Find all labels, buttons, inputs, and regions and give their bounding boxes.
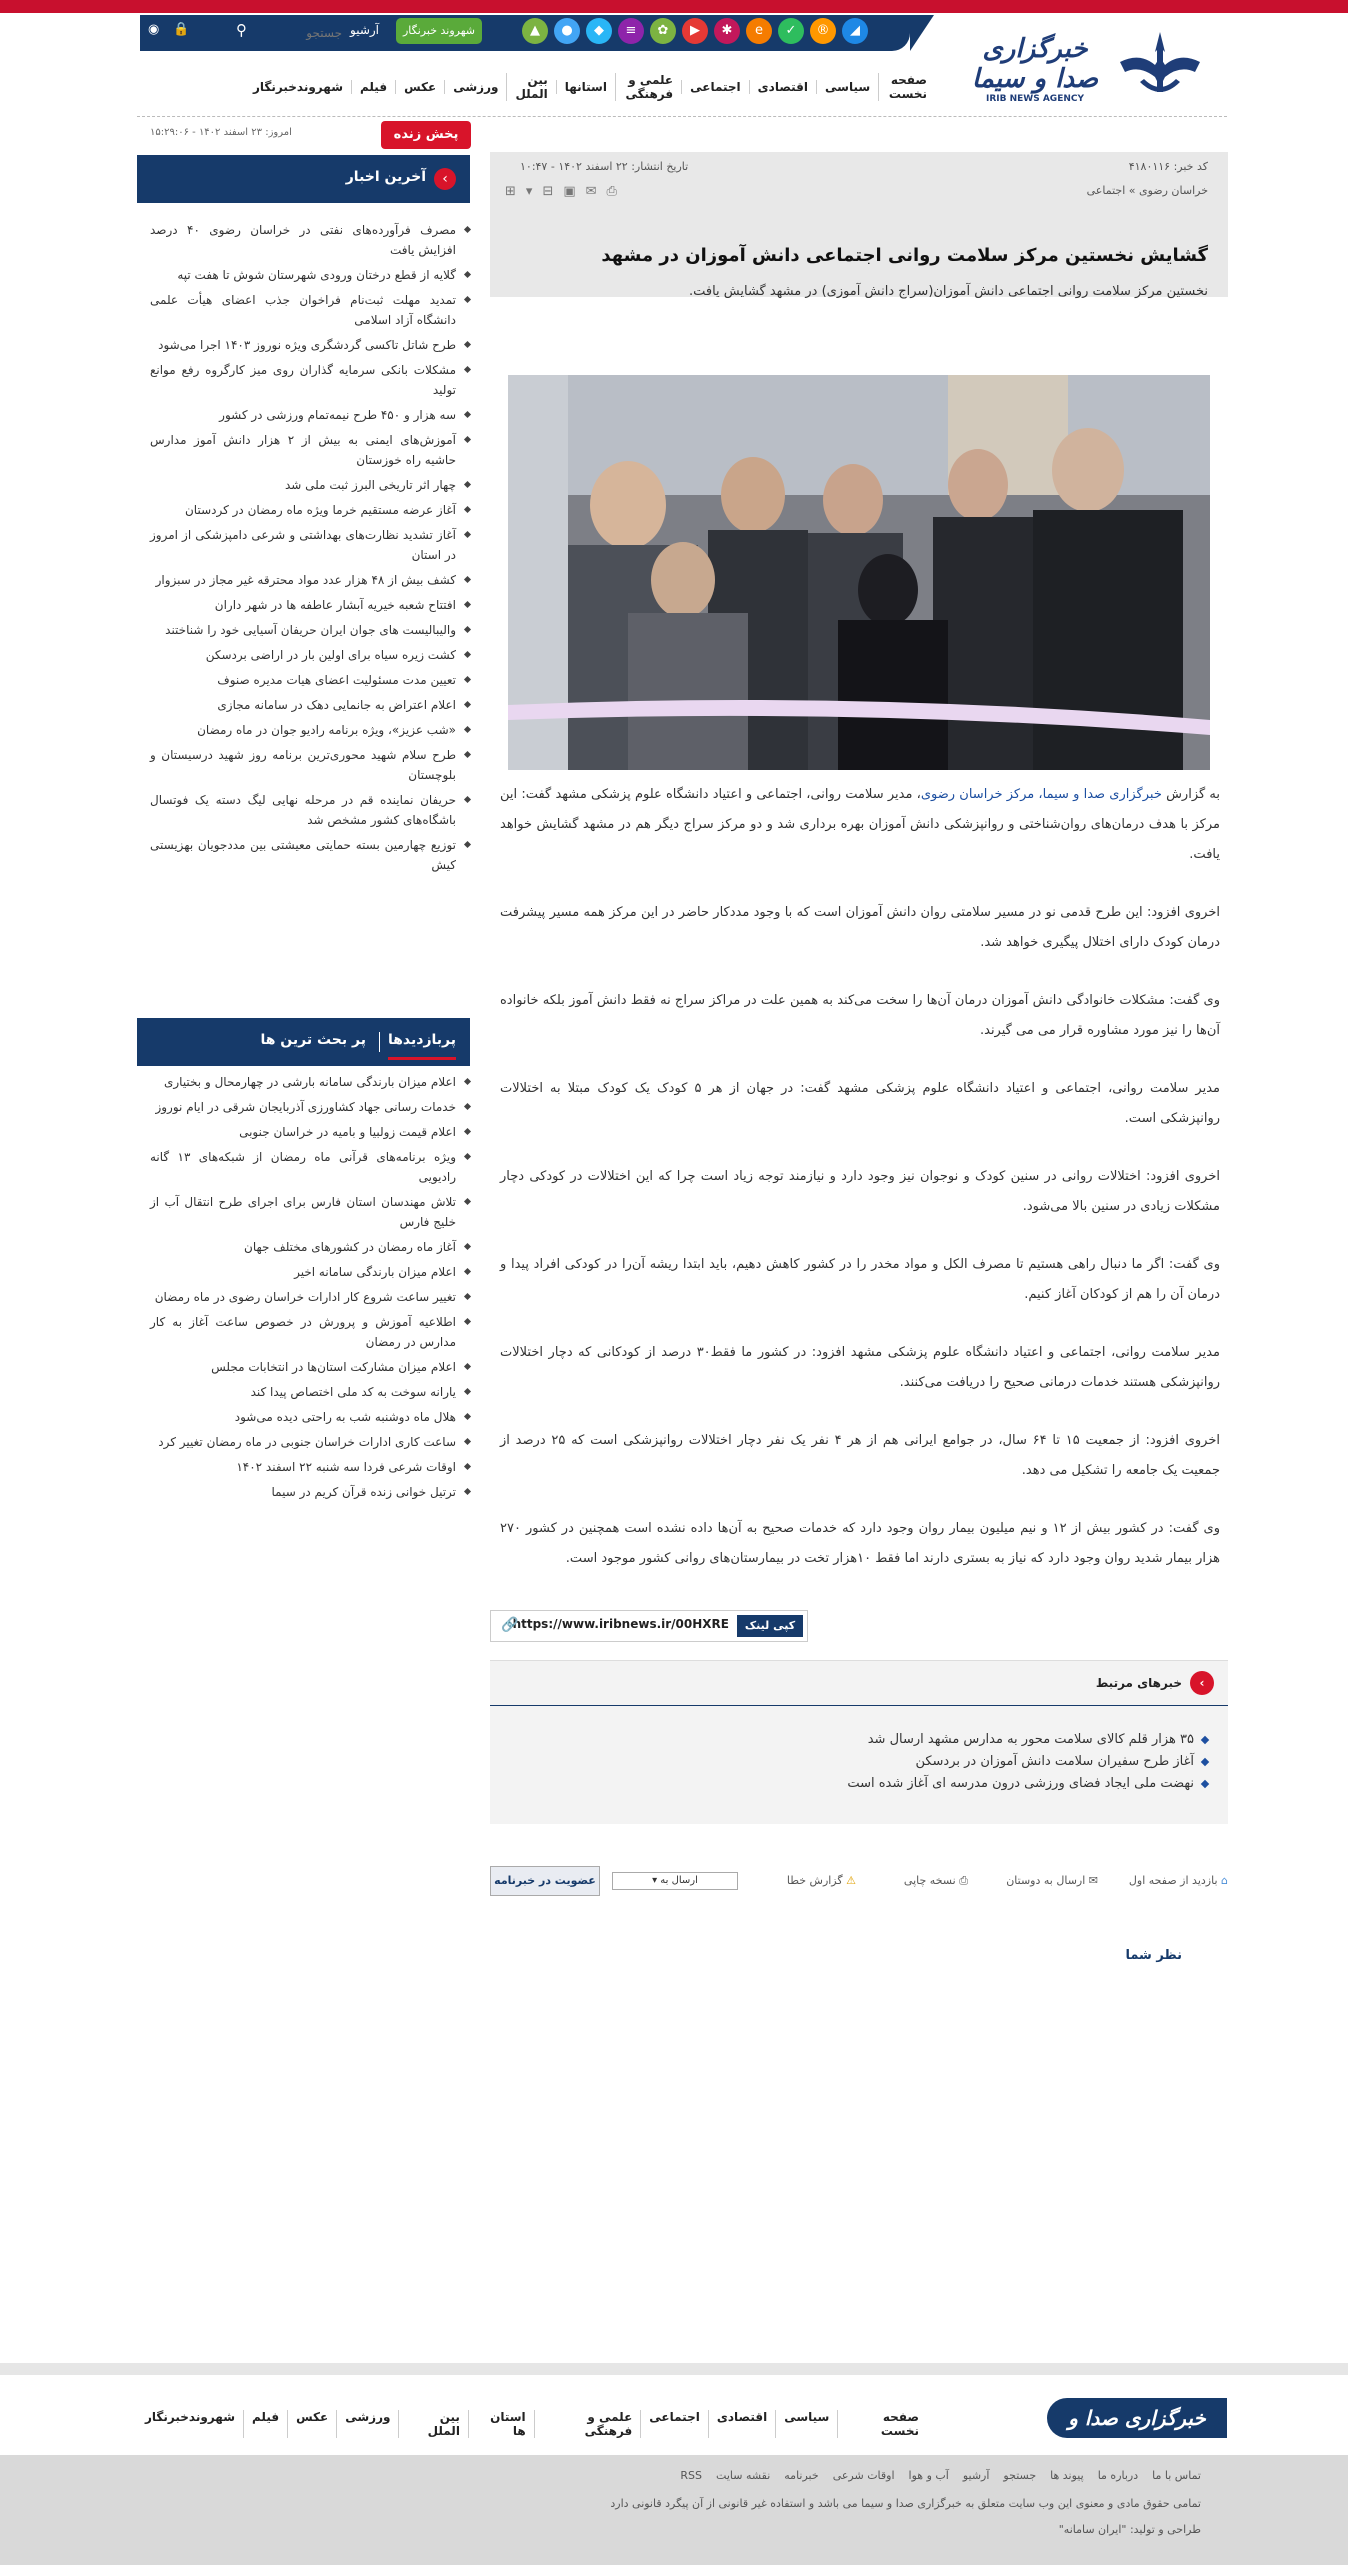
rubika-icon[interactable]: ® [810,18,836,44]
article-header-box [490,152,1228,297]
google-play-icon[interactable]: ▶ [682,18,708,44]
tab-most-visited[interactable]: پربازدیدها [388,1032,456,1060]
footer-menu-item[interactable]: ورزشی [336,2410,398,2438]
news-code: کد خبر: ۴۱۸۰۱۱۶ [1128,160,1208,173]
popular-tabs [137,1018,470,1066]
news-list-item[interactable]: طرح سلام شهید محوری‌ترین برنامه روز شهید درسیستان و بلوچستان [150,745,470,785]
related-news-title: خبرهای مرتبط [1095,1676,1182,1690]
soroush-icon[interactable]: ✓ [778,18,804,44]
chevron-right-icon: › [1190,1671,1214,1695]
site-logo[interactable] [960,22,1210,112]
nav-item[interactable]: عکس [395,80,444,94]
tab-separator [379,1032,380,1052]
article-headline: گشایش نخستین مرکز سلامت روانی اجتماعی دانش آموزان در مشهد [601,245,1208,266]
news-list-item[interactable]: اعلام میزان بارندگی سامانه اخیر [150,1262,470,1282]
news-list-item[interactable]: اوقات شرعی فردا سه شنبه ۲۲ اسفند ۱۴۰۲ [150,1457,470,1477]
footer-bottom [0,2455,1348,2565]
search-input[interactable] [262,22,342,44]
footer-menu-item[interactable]: اجتماعی [640,2410,708,2438]
footer-menu-item[interactable]: بین الملل [398,2410,467,2438]
news-list-item[interactable]: کشف بیش از ۴۸ هزار عدد مواد محترقه غیر مجاز در سبزوار [150,570,470,590]
today-date: امروز: ۲۳ اسفند ۱۴۰۲ - ۱۵:۲۹:۰۶ [150,127,292,138]
footer-menu-item[interactable]: اقتصادی [708,2410,775,2438]
font-increase-icon[interactable]: ⊞ [505,184,516,199]
news-list-item[interactable]: کشت زیره سیاه برای اولین بار در اراضی بردسکن [150,645,470,665]
footer-link[interactable]: نقشه سایت [716,2469,771,2482]
news-list-item[interactable]: حریفان نماینده قم در مرحله نهایی لیگ دسته یک فوتسال باشگاه‌های کشور مشخص شد [150,790,470,830]
footer-link[interactable]: RSS [680,2469,703,2482]
chevron-right-icon[interactable]: › [434,168,456,190]
short-link-box [490,1610,808,1642]
news-list-item[interactable]: ویژه برنامه‌های قرآنی ماه رمضان از شبکه‌های ۱۳ گانه رادیویی [150,1147,470,1187]
send-to-select[interactable]: ارسال به ▾ [612,1872,738,1890]
news-list-item[interactable]: خدمات رسانی جهاد کشاورزی آذربایجان شرقی در ایام نوروز [150,1097,470,1117]
short-link-url[interactable]: https://www.iribnews.ir/00HXRE [512,1617,729,1631]
nav-item[interactable]: فیلم [351,80,395,94]
send-friends-label: ارسال به دوستان [1006,1874,1086,1887]
photos-icon[interactable]: ✿ [650,18,676,44]
news-list-item[interactable]: اعلام اعتراض به جانمایی دهک در سامانه مجازی [150,695,470,715]
news-list-item[interactable]: سه هزار و ۴۵۰ طرح نیمه‌تمام ورزشی در کشور [150,405,470,425]
nav-item[interactable]: بین الملل [506,73,555,101]
nav-item[interactable]: استانها [556,80,615,94]
film-icon[interactable]: ✱ [714,18,740,44]
news-list-item[interactable]: آغاز تشدید نظارت‌های بهداشتی و شرعی دامپزشکی از امروز در استان [150,525,470,565]
article-paragraph: وی گفت: مشکلات خانوادگی دانش آموزان درمان آن‌ها را سخت می‌کند به همین علت در مراکز سراج نه فقط دانش آموز بلکه خانواده آن‌ها را نیز مورد مشاوره قرار می می گیرند. [500,993,1220,1038]
article-paragraph: مدیر سلامت روانی، اجتماعی و اعتیاد دانشگاه علوم پزشکی مشهد گفت: در جهان از هر ۵ کودک یک کودک مبتلا به اختلالات روانپزشکی است. [500,1081,1220,1126]
top-red-bar [0,0,1348,13]
footer-link[interactable]: آب و هوا [908,2469,949,2482]
footer-menu-item[interactable]: علمی و فرهنگی [534,2410,641,2438]
app-icons [522,18,868,44]
news-list-item[interactable]: تعیین مدت مسئولیت اعضای هیات مدیره صنوف [150,670,470,690]
related-news-section [490,1660,1228,1824]
footer-link[interactable]: تماس با ما [1152,2469,1201,2482]
send-to-friends-link[interactable] [1006,1874,1098,1887]
news-list-item[interactable]: توزیع چهارمین بسته حمایتی معیشتی بین مددجویان بهزیستی کیش [150,835,470,875]
comments-title: نظر شما [1125,1948,1182,1963]
font-decrease-icon[interactable]: ⊟ [542,184,554,199]
latest-news-list [150,220,470,880]
footer-menu-item[interactable]: استان ها [468,2410,534,2438]
news-list-item[interactable]: طرح شاتل تاکسی گردشگری ویژه نوروز ۱۴۰۳ اجرا می‌شود [150,335,470,355]
footer-link[interactable]: درباره ما [1097,2469,1139,2482]
search-icon[interactable]: ⚲ [236,21,247,39]
print-label: نسخه چاپی [903,1874,956,1887]
news-list-item[interactable]: اعلام میزان مشارکت استان‌ها در انتخابات مجلس [150,1357,470,1377]
print-icon[interactable]: ⎙ [606,184,617,199]
footer-navigation [137,2398,1227,2448]
footer-menu-item[interactable]: شهروندخبرنگار [145,2410,236,2424]
main-navigation [245,72,935,102]
article-paragraph: اخروی افزود: این طرح قدمی نو در مسیر سلامتی روان دانش آموزان است که با وجود مددکار حاضر در این مرکز همه مسیر پیشرفت درمان کودک دارای اختلال پیگیری خواهد شد. [500,905,1220,950]
nav-item[interactable]: اجتماعی [681,80,749,94]
nav-item[interactable]: اقتصادی [749,80,816,94]
android-icon[interactable]: ▲ [522,18,548,44]
footer-band [0,2363,1348,2375]
irib-emblem-icon [1110,27,1210,107]
nav-item[interactable]: سیاسی [816,80,878,94]
font-toggle-icon[interactable]: ▾ [525,184,533,199]
home-visit-link[interactable] [1129,1874,1228,1887]
email-icon[interactable]: ✉ [585,184,597,199]
home-icon: ⌂ [1221,1874,1228,1887]
print-version-link[interactable] [904,1874,968,1888]
related-news-list [847,1729,1210,1795]
article-paragraph: مدیر سلامت روانی، اجتماعی و اعتیاد دانشگاه علوم پزشکی مشهد افزود: در کشور ما فقط۳۰ درصد از کودکانی که دچار اختلالات روانپزشکی هستند خدمات درمانی صحیح را دریافت می‌کنند. [500,1345,1220,1390]
related-news-item[interactable]: نهضت ملی ایجاد فضای ورزشی درون مدرسه ای آغاز شده است [847,1773,1210,1795]
footer-link[interactable]: آرشیو [962,2469,990,2482]
nav-item[interactable]: ورزشی [444,80,506,94]
copy-link-button[interactable]: کپی لینک [737,1615,803,1637]
article-paragraphs [500,898,1220,1574]
report-error-link[interactable] [787,1874,856,1887]
eitaa-icon[interactable]: e [746,18,772,44]
popular-news-list [150,1072,470,1507]
article-paragraph: وی گفت: در کشور بیش از ۱۲ و نیم میلیون بیمار روان وجود دارد که خدمات صحیح به آن‌ها داده نشده است همچنین در کشور ۲۷۰ هزار بیمار شدید روان وجود دارد که نیاز به بستری دارند اما فقط ۱۰هزار تخت در بیمارستان‌های روانی کشور موجود است. [500,1521,1220,1566]
news-list-item[interactable]: «شب عزیز»، ویژه برنامه رادیو جوان در ماه رمضان [150,720,470,740]
printer-icon: ⎙ [959,1874,968,1887]
news-list-item[interactable]: هلال ماه دوشنبه شب به راحتی دیده می‌شود [150,1407,470,1427]
envelope-icon: ✉ [1088,1874,1098,1887]
lock-icon[interactable]: 🔒 [173,22,190,37]
newsletter-join-button[interactable]: عضویت در خبرنامه [490,1866,600,1896]
warning-icon: ⚠ [846,1874,856,1887]
article-paragraph: وی گفت: اگر ما دنبال راهی هستیم تا مصرف الکل و مواد مخدر را در کشور کاهش دهیم، باید ابتدا ریشه آن‌را در کودکی افراد پیدا و درمان آن را هم از کودکان آغاز کنیم. [500,1257,1220,1302]
footer-menu-item[interactable]: عکس [287,2410,336,2438]
related-news-item[interactable]: ۳۵ هزار قلم کالای سلامت محور به مدارس مشهد ارسال شد [847,1729,1210,1751]
latest-news-title: آخرین اخبار [345,169,426,185]
paragraph-prefix: به گزارش [1161,787,1220,802]
footer-links [680,2469,1201,2482]
nav-item[interactable]: صفحه نخست [878,73,935,101]
footer-menu-item[interactable]: سیاسی [775,2410,837,2438]
footer-logo[interactable]: خبرگزاری صدا و [1047,2398,1227,2438]
nav-divider [137,116,1227,117]
tab-most-discussed[interactable]: پر بحث ترین ها [260,1032,366,1048]
logo-subtitle: IRIB NEWS AGENCY [986,94,1084,104]
utility-icons [148,22,190,37]
article-body [500,780,1220,1602]
logo-text: خبرگزاری صدا و سیما [971,34,1099,94]
news-list-item[interactable]: اعلام میزان بارندگی سامانه بارشی در چهارمحال و بختیاری [150,1072,470,1092]
news-list-item[interactable]: افتتاح شعبه خیریه آبشار عاطفه ها در شهر داران [150,595,470,615]
live-broadcast-button[interactable]: پخش زنده [381,121,471,149]
archive-link[interactable]: آرشیو [350,23,380,37]
footer-design-credit: طراحی و تولید: "ایران سامانه" [1058,2523,1201,2536]
news-list-item[interactable]: مشکلات بانکی سرمایه گذاران روی میز کارگروه رفع موانع تولید [150,360,470,400]
article-paragraph [500,780,1220,870]
send-to-label: ارسال به [660,1875,698,1886]
article-lead: نخستین مرکز سلامت روانی اجتماعی دانش آموزان(سراج دانش آموزی) در مشهد گشایش یافت. [688,284,1208,299]
news-list-item[interactable]: یارانه سوخت به کد ملی اختصاص پیدا کند [150,1382,470,1402]
article-actions [490,1866,1228,1896]
footer-link[interactable]: اوقات شرعی [832,2469,895,2482]
article-tools [505,184,617,199]
related-news-item[interactable]: آغاز طرح سفیران سلامت دانش آموزان در بردسکن [847,1751,1210,1773]
news-list-item[interactable]: گلایه از قطع درختان ورودی شهرستان شوش تا هفت تپه [150,265,470,285]
footer-link[interactable]: جستجو [1003,2469,1037,2482]
article-paragraph: اخروی افزود: اختلالات روانی در سنین کودک و نوجوان نیز وجود دارد و نیازمند توجه زیاد است چرا که این اختلالات در کودکی دچار مشکلات زیادی در سنین بالا می‌شود. [500,1169,1220,1214]
related-divider [490,1705,1228,1706]
news-list-item[interactable]: ساعت کاری ادارات خراسان جنوبی در ماه رمضان تغییر کرد [150,1432,470,1452]
paragraph-rest: ، مدیر سلامت روانی، اجتماعی و اعتیاد دانشگاه علوم پزشکی مشهد گفت: این مرکز با هدف درمان‌های روان‌شناختی و روانپزشکی دانش آموزان بهره برداری شد و دو مرکز سراج دیگر هم در مشهد گشایش خواهد یافت. [500,787,1220,862]
link-icon: 🔗 [501,1617,519,1633]
news-list-item[interactable]: تلاش مهندسان استان فارس برای اجرای طرح انتقال آب از خلیج فارس [150,1192,470,1232]
news-list-item[interactable]: ترتیل خوانی زنده قرآن کریم در سیما [150,1482,470,1502]
news-list-item[interactable]: آموزش‌های ایمنی به بیش از ۲ هزار دانش آموز مدارس حاشیه راه خوزستان [150,430,470,470]
footer-menu [137,2410,927,2438]
news-list-item[interactable]: والیبالیست های جوان ایران حریفان آسیایی خود را شناختند [150,620,470,640]
source-link[interactable]: خبرگزاری صدا و سیما، مرکز خراسان رضوی [920,787,1162,802]
article-photo [508,375,1210,770]
news-list-item[interactable]: چهار اثر تاریخی البرز ثبت ملی شد [150,475,470,495]
save-icon[interactable]: ▣ [563,184,576,199]
footer-link[interactable]: پیوند ها [1050,2469,1084,2482]
footer-menu-item[interactable]: صفحه نخست [837,2410,927,2438]
article-paragraph: اخروی افزود: از جمعیت ۱۵ تا ۶۴ سال، در جوامع ایرانی هم از هر ۴ نفر یک نفر دچار اختلالات روانپزشکی است که ۲۵ درصد از جمعیت یک جامعه را تشکیل می دهد. [500,1433,1220,1478]
report-error-label: گزارش خطا [786,1874,843,1887]
nav-item[interactable]: شهروندخبرنگار [253,80,343,94]
news-list-item[interactable]: آغاز عرضه مستقیم خرما ویژه ماه رمضان در کردستان [150,500,470,520]
bazaar-icon[interactable]: ≡ [618,18,644,44]
footer-copyright: تمامی حقوق مادی و معنوی این وب سایت متعلق به خبرگزاری صدا و سیما می باشد و استفاده غیر قانونی از آن پیگرد قانونی دارد [610,2497,1201,2510]
related-news-header [1096,1671,1214,1695]
news-list-item[interactable]: آغاز ماه رمضان در کشورهای مختلف جهان [150,1237,470,1257]
ribbon-cutting-photo [508,375,1210,770]
app-store-icon[interactable]: ◆ [586,18,612,44]
citizen-reporter-button[interactable]: شهروند خبرنگار [396,18,482,44]
rss-icon[interactable]: ◉ [148,22,160,37]
nav-item[interactable]: علمی و فرهنگی [615,73,681,101]
home-visit-label: بازدید از صفحه اول [1128,1874,1218,1887]
apple-icon[interactable]: ● [554,18,580,44]
news-list-item[interactable]: مصرف فرآورده‌های نفتی در خراسان رضوی ۴۰ درصد افزایش یافت [150,220,470,260]
footer-link[interactable]: خبرنامه [784,2469,819,2482]
footer-menu-item[interactable]: فیلم [243,2410,287,2438]
publish-date: تاریخ انتشار: ۲۲ اسفند ۱۴۰۲ - ۱۰:۴۷ [520,160,689,173]
latest-news-header [137,155,470,203]
breadcrumb[interactable]: خراسان رضوی » اجتماعی [1086,184,1208,197]
news-list-item[interactable]: تمدید مهلت ثبت‌نام فراخوان جذب اعضای هیأت علمی دانشگاه آزاد اسلامی [150,290,470,330]
bale-icon[interactable]: ◢ [842,18,868,44]
news-list-item[interactable]: اطلاعیه آموزش و پرورش در خصوص ساعت آغاز به کار مدارس در رمضان [150,1312,470,1352]
news-list-item[interactable]: تغییر ساعت شروع کار ادارات خراسان رضوی در ماه رمضان [150,1287,470,1307]
news-list-item[interactable]: اعلام قیمت زولبیا و بامیه در خراسان جنوبی [150,1122,470,1142]
